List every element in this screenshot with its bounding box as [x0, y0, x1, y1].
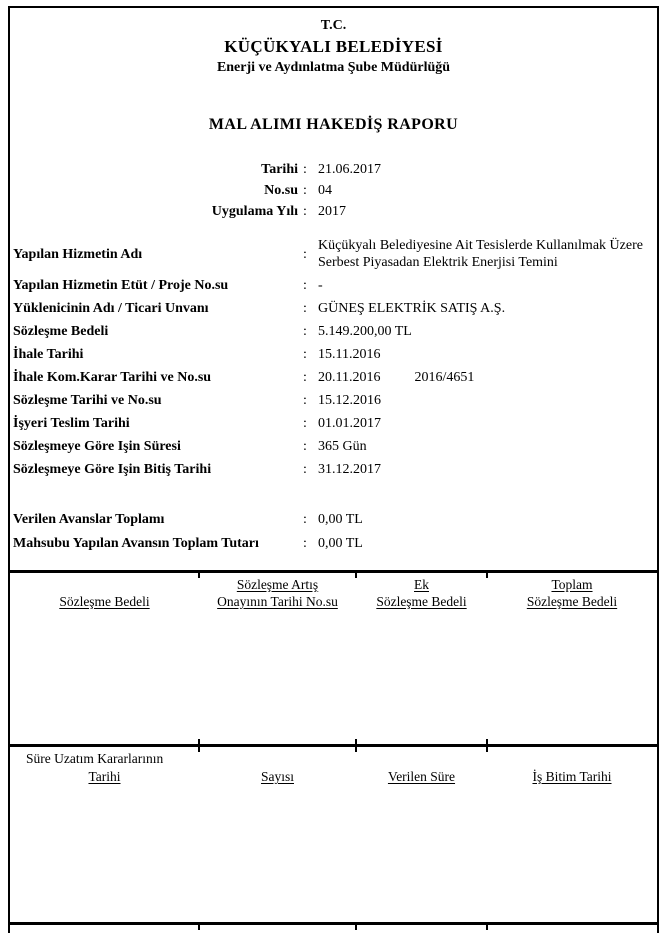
detail-label: Sözleşme Tarihi ve No.su [13, 393, 162, 408]
detail-row [10, 415, 657, 432]
column-header-label: Sözleşme Artış [236, 577, 319, 592]
detail-value-secondary: 2016/4651 [414, 370, 475, 385]
column-header-label: Toplam [551, 577, 593, 592]
detail-row [10, 461, 657, 478]
detail-label: Sözleşmeye Göre Işin Bitiş Tarihi [13, 462, 212, 477]
colon-separator: : [303, 370, 307, 385]
detail-label: Sözleşme Bedeli [13, 324, 109, 339]
meta-row-year [10, 203, 657, 220]
detail-label: Sözleşmeye Göre Işin Süresi [13, 439, 181, 454]
colon-separator: : [303, 462, 307, 477]
colon-separator: : [303, 536, 307, 551]
meta-row-date [10, 161, 657, 178]
column-header [199, 768, 356, 785]
detail-label: Yüklenicinin Adı / Ticari Unvanı [13, 301, 209, 316]
colon-separator: : [303, 416, 307, 431]
column-header-label: Onayının Tarihi No.su [217, 594, 338, 609]
detail-value: 01.01.2017 [318, 416, 381, 431]
column-header-label: Verilen Süre [387, 769, 456, 784]
column-header-label: Ek [414, 577, 429, 592]
municipality-heading: KÜÇÜKYALI BELEDİYESİ [224, 37, 443, 56]
detail-label: İhale Kom.Karar Tarihi ve No.su [13, 370, 212, 385]
colon-separator: : [303, 301, 307, 316]
detail-row [10, 438, 657, 455]
column-header-label: Sözleşme Bedeli [59, 594, 150, 609]
column-header-label: Tarihi [88, 769, 121, 784]
meta-value: 04 [318, 183, 332, 198]
colon-separator: : [303, 439, 307, 454]
detail-value: 20.11.2016 [318, 370, 381, 385]
meta-value: 21.06.2017 [318, 162, 381, 177]
meta-label: Tarihi [261, 162, 298, 177]
detail-label: Yapılan Hizmetin Adı [13, 247, 143, 262]
country-heading: T.C. [320, 18, 347, 33]
detail-value: 5.149.200,00 TL [318, 324, 412, 339]
advance-row [10, 511, 657, 528]
colon-separator: : [303, 278, 307, 293]
column-header [487, 768, 657, 785]
colon-separator: : [303, 393, 307, 408]
detail-value: GÜNEŞ ELEKTRİK SATIŞ A.Ş. [318, 301, 506, 316]
column-divider-tick [355, 925, 357, 930]
detail-row [10, 346, 657, 363]
advance-row [10, 535, 657, 552]
column-header [199, 576, 356, 610]
column-header [356, 768, 487, 785]
extension-table-header-row [10, 768, 657, 785]
time-extension-table [10, 744, 657, 922]
detail-value: 365 Gün [318, 439, 367, 454]
advance-value: 0,00 TL [318, 512, 363, 527]
detail-value: 15.11.2016 [318, 347, 381, 362]
detail-row [10, 323, 657, 340]
column-divider-tick [486, 747, 488, 752]
colon-separator: : [303, 204, 307, 219]
column-divider-tick [486, 925, 488, 930]
column-header-label: Sözleşme Bedeli [376, 594, 467, 609]
column-header [10, 768, 199, 785]
column-header [10, 576, 199, 610]
document-page [8, 6, 659, 933]
detail-row [10, 392, 657, 409]
detail-value: Küçükyalı Belediyesine Ait Tesislerde Kullanılmak Üzere Serbest Piyasadan Elektrik Enerjisi Temini [318, 238, 643, 270]
meta-label: Uygulama Yılı [211, 204, 298, 219]
report-meta [10, 161, 657, 220]
colon-separator: : [303, 183, 307, 198]
column-header [487, 576, 657, 610]
column-header-label: Sözleşme Bedeli [526, 594, 618, 609]
column-divider-tick [198, 573, 200, 578]
detail-row [10, 238, 657, 271]
colon-separator: : [303, 347, 307, 362]
colon-separator: : [303, 324, 307, 339]
main-section [10, 8, 657, 570]
detail-label: Yapılan Hizmetin Etüt / Proje No.su [13, 278, 229, 293]
meta-row-number [10, 182, 657, 199]
detail-row [10, 300, 657, 317]
colon-separator: : [303, 247, 307, 262]
column-divider-tick [486, 573, 488, 578]
extension-table-caption: Süre Uzatım Kararlarının [26, 751, 164, 766]
column-divider-tick [355, 747, 357, 752]
meta-label: No.su [264, 183, 298, 198]
detail-label: İhale Tarihi [13, 347, 84, 362]
column-divider-tick [198, 925, 200, 930]
detail-value: - [318, 278, 323, 293]
advances-section [10, 511, 657, 552]
detail-row [10, 369, 657, 386]
colon-separator: : [303, 512, 307, 527]
column-header-label: İş Bitim Tarihi [532, 769, 612, 784]
column-header-label: Sayısı [260, 769, 294, 784]
contract-table-header-row [10, 576, 657, 610]
contract-amounts-table [10, 570, 657, 744]
column-divider-tick [198, 747, 200, 752]
colon-separator: : [303, 162, 307, 177]
advance-value: 0,00 TL [318, 536, 363, 551]
meta-value: 2017 [318, 204, 346, 219]
column-header [356, 576, 487, 610]
detail-value: 31.12.2017 [318, 462, 381, 477]
advance-label: Verilen Avanslar Toplamı [13, 512, 165, 527]
detail-label: İşyeri Teslim Tarihi [13, 416, 130, 431]
detail-value: 15.12.2016 [318, 393, 381, 408]
report-title: MAL ALIMI HAKEDİŞ RAPORU [208, 116, 459, 133]
detail-row [10, 277, 657, 294]
contract-details [10, 238, 657, 478]
next-section-stub [10, 922, 657, 933]
department-heading: Enerji ve Aydınlatma Şube Müdürlüğü [216, 60, 451, 75]
column-divider-tick [355, 573, 357, 578]
advance-label: Mahsubu Yapılan Avansın Toplam Tutarı [13, 536, 259, 551]
